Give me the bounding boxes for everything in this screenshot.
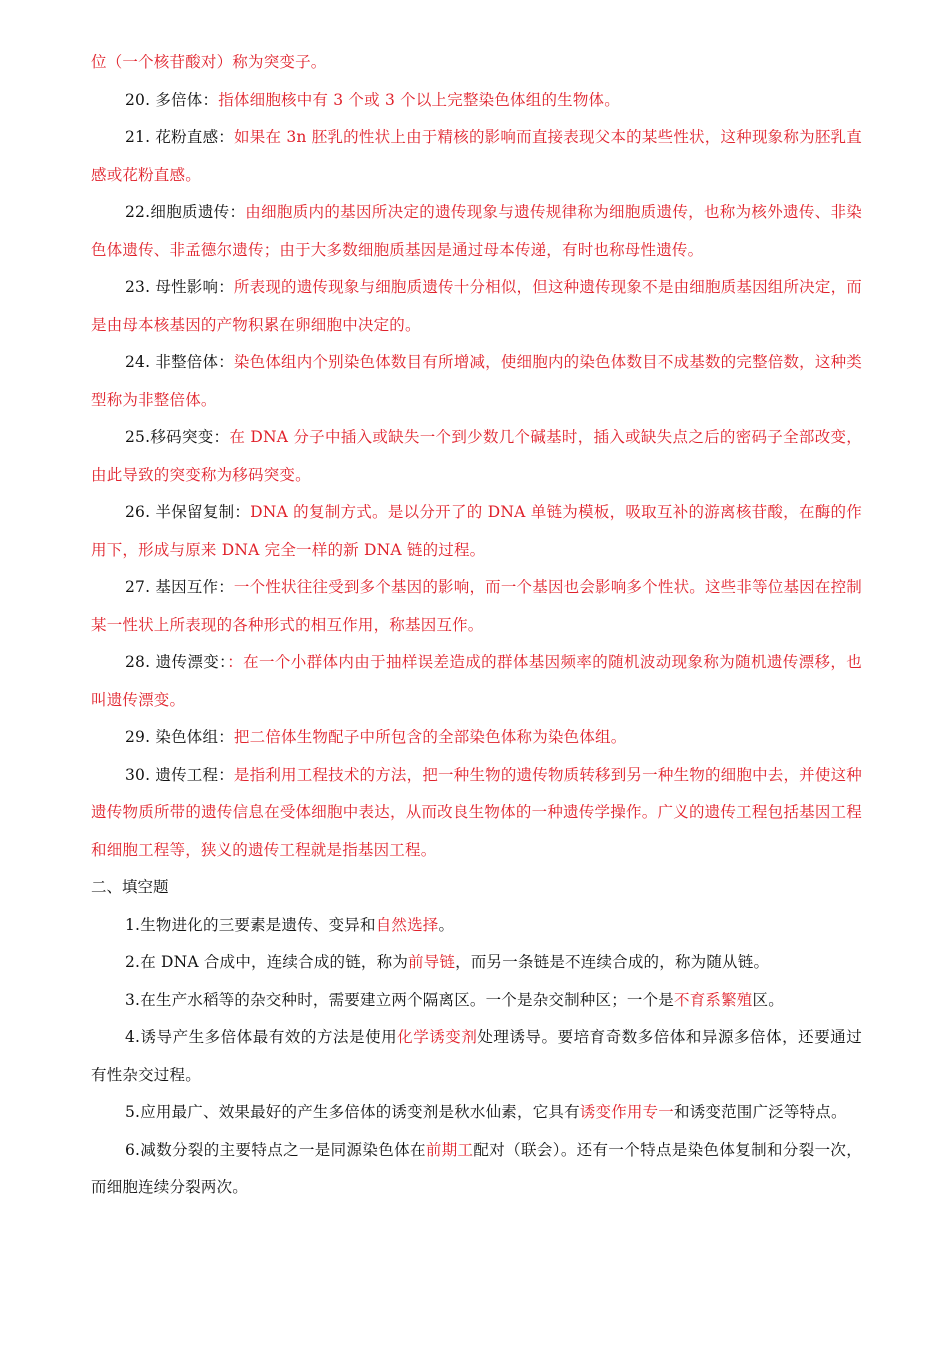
definition-item	[91, 269, 862, 344]
definition-number: 27.	[125, 578, 151, 596]
definition-text: 所表现的遗传现象与细胞质遗传十分相似，但这种遗传现象不是由细胞质基因组所决定，而是由母本核基因的产物积累在卵细胞中决定的。	[91, 278, 862, 334]
definition-number: 20.	[125, 90, 151, 109]
definition-text: 指体细胞核中有 3 个或 3 个以上完整染色体组的生物体。	[218, 90, 620, 109]
definition-text: 如果在 3n 胚乳的性状上由于精核的影响而直接表现父本的某些性状，这种现象称为胚乳直感或花粉直感。	[91, 128, 862, 184]
fill-blank-item	[91, 1019, 862, 1094]
fill-blank-item	[91, 1132, 862, 1207]
definition-item	[91, 119, 862, 194]
definition-text: DNA 的复制方式。是以分开了的 DNA 单链为模板，吸取互补的游离核苷酸，在酶的作用下，形成与原来 DNA 完全一样的新 DNA 链的过程。	[91, 503, 862, 559]
question-tail: 和诱变范围广泛等特点。	[674, 1103, 847, 1121]
answer-text: 自然选择	[375, 915, 439, 934]
fill-blank-list	[91, 907, 862, 1207]
definition-item	[91, 419, 862, 494]
definition-term: 细胞质遗传：	[150, 203, 246, 221]
definition-number: 30.	[125, 765, 151, 784]
fill-blank-item	[91, 907, 862, 945]
definition-text: 染色体组内个别染色体数目有所增减，使细胞内的染色体数目不成基数的完整倍数，这种类型称为非整倍体。	[91, 353, 862, 409]
definition-text: 在 DNA 分子中插入或缺失一个到少数几个碱基时，插入或缺失点之后的密码子全部改变，由此导致的突变称为移码突变。	[91, 428, 862, 484]
definition-term: 花粉直感：	[155, 128, 235, 146]
question-tail: ，而另一条链是不连续合成的，称为随从链。	[455, 953, 770, 971]
definition-number: 25.	[125, 428, 151, 446]
definition-term: 非整倍体：	[155, 353, 234, 371]
definition-number: 24.	[125, 353, 151, 371]
definition-term: 基因互作：	[155, 578, 234, 596]
question-tail: 区。	[752, 990, 784, 1009]
definition-text: 把二倍体生物配子中所包含的全部染色体称为染色体组。	[233, 728, 627, 746]
definition-item	[91, 644, 862, 719]
definition-term: 移码突变：	[150, 428, 230, 446]
definition-term: 多倍体：	[155, 90, 219, 109]
definition-number: 21.	[125, 128, 151, 146]
question-text: 2.在 DNA 合成中，连续合成的链，称为	[125, 953, 409, 971]
definition-text: 一个性状往往受到多个基因的影响，而一个基因也会影响多个性状。这些非等位基因在控制某一性状上所表现的各种形式的相互作用，称基因互作。	[91, 578, 862, 634]
section-title: 二、填空题	[91, 878, 169, 896]
definition-number: 23.	[125, 278, 151, 296]
question-text: 4.诱导产生多倍体最有效的方法是使用	[125, 1028, 398, 1046]
answer-text: 化学诱变剂	[397, 1028, 478, 1046]
question-text: 5.应用最广、效果最好的产生多倍体的诱变剂是秋水仙素，它具有	[125, 1103, 580, 1121]
answer-text: 不育系繁殖	[674, 990, 753, 1009]
definition-text: ：在一个小群体内由于抽样误差造成的群体基因频率的随机波动现象称为随机遗传漂移，也叫遗传漂变。	[91, 653, 862, 709]
definition-number: 26.	[125, 503, 151, 521]
definition-item	[91, 757, 862, 870]
definition-list	[91, 82, 862, 870]
definition-term: 遗传漂变：	[155, 653, 228, 671]
definition-text: 由细胞质内的基因所决定的遗传现象与遗传规律称为细胞质遗传，也称为核外遗传、非染色体遗传、非孟德尔遗传；由于大多数细胞质基因是通过母本传递，有时也称母性遗传。	[91, 203, 862, 259]
definition-number: 22.	[125, 203, 151, 221]
continuation-line: 位（一个核苷酸对）称为突变子。	[91, 53, 327, 71]
question-tail: 处理诱导。要培育奇数多倍体和异源多倍体，还要通过有性杂交过程。	[91, 1028, 862, 1084]
definition-term: 半保留复制：	[155, 503, 251, 521]
question-text: 3.在生产水稻等的杂交种时，需要建立两个隔离区。一个是杂交制种区；一个是	[125, 990, 674, 1009]
fill-blank-item	[91, 1094, 862, 1132]
definition-item	[91, 82, 862, 120]
definition-item	[91, 569, 862, 644]
question-tail: 。	[438, 915, 455, 934]
question-text: 1.生物进化的三要素是遗传、变异和	[125, 915, 376, 934]
answer-text: 诱变作用专一	[579, 1103, 674, 1121]
answer-text: 前期工	[425, 1140, 474, 1159]
question-text: 6.减数分裂的主要特点之一是同源染色体在	[125, 1140, 426, 1159]
definition-item	[91, 344, 862, 419]
definition-term: 染色体组：	[155, 728, 234, 746]
question-tail: 配对（联会）。还有一个特点是染色体复制和分裂一次，而细胞连续分裂两次。	[91, 1140, 862, 1196]
definition-item	[91, 719, 862, 757]
fill-blank-item	[91, 982, 862, 1020]
answer-text: 前导链	[408, 953, 456, 971]
definition-number: 29.	[125, 728, 151, 746]
definition-text: 是指利用工程技术的方法，把一种生物的遗传物质转移到另一种生物的细胞中去，并使这种遗传物质所带的遗传信息在受体细胞中表达，从而改良生物体的一种遗传学操作。广义的遗传工程包括基因工程和细胞工程等，狭义的遗传工程就是指基因工程。	[91, 765, 862, 859]
definition-number: 28.	[125, 653, 151, 671]
fill-blank-item	[91, 944, 862, 982]
definition-term: 遗传工程：	[155, 765, 234, 784]
definition-item	[91, 494, 862, 569]
definition-term: 母性影响：	[155, 278, 234, 296]
definition-item	[91, 194, 862, 269]
